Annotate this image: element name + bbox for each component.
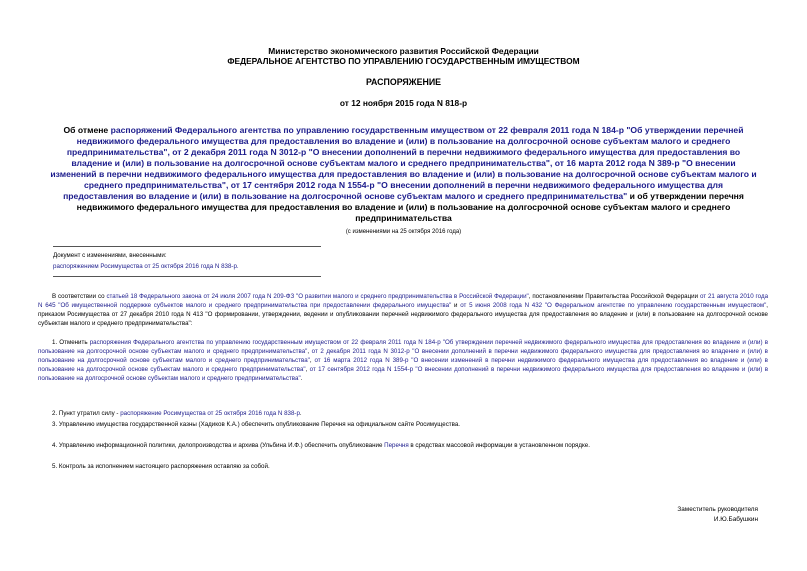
preamble-text-4: , приказом Росимущества от 27 декабря 2010 года N 413 "О формировании, утверждении, ведении и опубликовании перечней недвижимого федерального имущества для предоставления во владение и (или) в пользование на долгосрочной основе субъектам малого и среднего предпринимательства":	[38, 302, 769, 327]
preamble-text-2: , постановлениями Правительства Российской Федерации	[528, 293, 700, 300]
signature-name: И.Ю.Бабушкин	[713, 516, 758, 523]
preamble-link-law[interactable]: статьей 18 Федерального закона от 24 июля 2007 года N 209-ФЗ "О развитии малого и среднего предпринимательства в Российской Федерации"	[106, 293, 529, 300]
title-link[interactable]: распоряжений Федерального агентства по управлению государственным имуществом от 22 февраля 2011 года N 184-р "Об утверждении перечней недвижимого федерального имущества для предоставления во владение и (или) в пользование на долгосрочной основе субъектам малого и среднего предпринимательства", от 2 декабря 2011 года N 3012-р "О внесении дополнений в перечни недвижимого федерального имущества для предоставления во владение и (или) в пользование на долгосрочной основе субъектам малого и среднего предпринимательства", от 16 марта 2012 года N 389-р "О внесении изменений в перечни недвижимого федерального имущества для предоставления во владение и (или) в пользование на долгосрочной основе субъектам малого и среднего предпринимательства", от 17 сентября 2012 года N 1554-р "О внесении дополнений в перечни недвижимого федерального имущества для предоставления во владение и (или) в пользование на долгосрочной основе субъектам малого и среднего предпринимательства"	[50, 125, 757, 201]
agency-name: ФЕДЕРАЛЬНОЕ АГЕНТСТВО ПО УПРАВЛЕНИЮ ГОСУДАРСТВЕННЫМ ИМУЩЕСТВОМ	[227, 56, 580, 66]
document-title	[50, 125, 757, 224]
preamble-text-3: и	[451, 302, 461, 309]
item-1-suffix: .	[300, 375, 303, 382]
change-box-link[interactable]: распоряжением Росимущества от 25 октября 2016 года N 838-р.	[53, 263, 239, 270]
item-2-suffix: .	[299, 410, 302, 417]
item-1-link-389[interactable]: от 16 марта 2012 года N 389-р "О внесении изменений в перечни недвижимого федерального имущества для предоставления во владение и (или) в пользование на долгосрочной основе субъектам малого и среднего предпринимательства"	[38, 357, 768, 373]
item-1-paragraph	[38, 338, 768, 383]
item-1-link-3012[interactable]: от 2 декабря 2011 года N 3012-р "О внесении дополнений в перечни недвижимого федерального имущества для предоставления во владение и (или) в пользование на долгосрочной основе субъектам малого и среднего предпринимательства"	[38, 348, 768, 364]
item-4-prefix: 4. Управлению информационной политики, делопроизводства и архива (Ульбина И.Ф.) обеспечить опубликование	[52, 442, 385, 449]
item-4-suffix: в средствах массовой информации в установленном порядке.	[408, 442, 590, 449]
document-date: от 12 ноября 2015 года N 818-р	[339, 98, 468, 108]
item-1-sep-2: ,	[309, 357, 315, 364]
item-4-link[interactable]: Перечня	[384, 442, 409, 449]
item-1-link-184[interactable]: распоряжения Федерального агентства по управлению государственным имуществом от 22 февраля 2011 года N 184-р "Об утверждении перечней недвижимого федерального имущества для предоставления во владение и (или) в пользование на долгосрочной основе субъектам малого и среднего предпринимательства"	[38, 339, 768, 355]
document-type: РАСПОРЯЖЕНИЕ	[365, 77, 442, 87]
item-1-sep-3: ,	[305, 366, 310, 373]
revision-note: (с изменениями на 25 октября 2016 года)	[345, 229, 462, 235]
signature-position: Заместитель руководителя	[677, 506, 758, 513]
item-3-paragraph: 3. Управлению имущества государственной казны (Хадиков К.А.) обеспечить опубликование Перечня на официальном сайте Росимущества.	[52, 421, 460, 428]
item-1-link-1554[interactable]: от 17 сентября 2012 года N 1554-р "О внесении дополнений в перечни недвижимого федерального имущества для предоставления во владение и (или) в пользование на долгосрочной основе субъектам малого и среднего предпринимательства"	[38, 366, 768, 382]
preamble-text-1: В соответствии со	[52, 293, 107, 300]
change-box-text: Документ с изменениями, внесенными:	[53, 252, 167, 259]
item-5-paragraph: 5. Контроль за исполнением настоящего распоряжения оставляю за собой.	[52, 463, 270, 470]
preamble-paragraph	[38, 292, 768, 328]
preamble-link-decree-645[interactable]: от 21 августа 2010 года N 645 "Об имущественной поддержке субъектов малого и среднего предпринимательства при предоставлении федерального имущества"	[38, 293, 769, 309]
title-suffix: и об утверждении перечня недвижимого федерального имущества для предоставления во владение и (или) в пользование на долгосрочной основе субъектам малого и среднего предпринимательства	[76, 191, 744, 223]
title-prefix: Об отмене	[63, 125, 111, 135]
item-1-sep-1: ,	[307, 348, 312, 355]
item-2-link[interactable]: распоряжение Росимущества от 25 октября 2016 года N 838-р	[120, 410, 300, 417]
preamble-link-decree-432[interactable]: от 5 июня 2008 года N 432 "О Федеральном агентстве по управлению государственным имуществом"	[460, 302, 767, 309]
ministry-name: Министерство экономического развития Российской Федерации	[268, 46, 539, 56]
item-4-paragraph	[38, 441, 768, 450]
item-2-paragraph	[38, 409, 768, 418]
item-1-prefix: 1. Отменить	[52, 339, 90, 346]
change-box-top-rule	[53, 246, 321, 247]
change-box-bottom-rule	[53, 276, 321, 277]
item-2-prefix: 2. Пункт утратил силу -	[52, 410, 121, 417]
